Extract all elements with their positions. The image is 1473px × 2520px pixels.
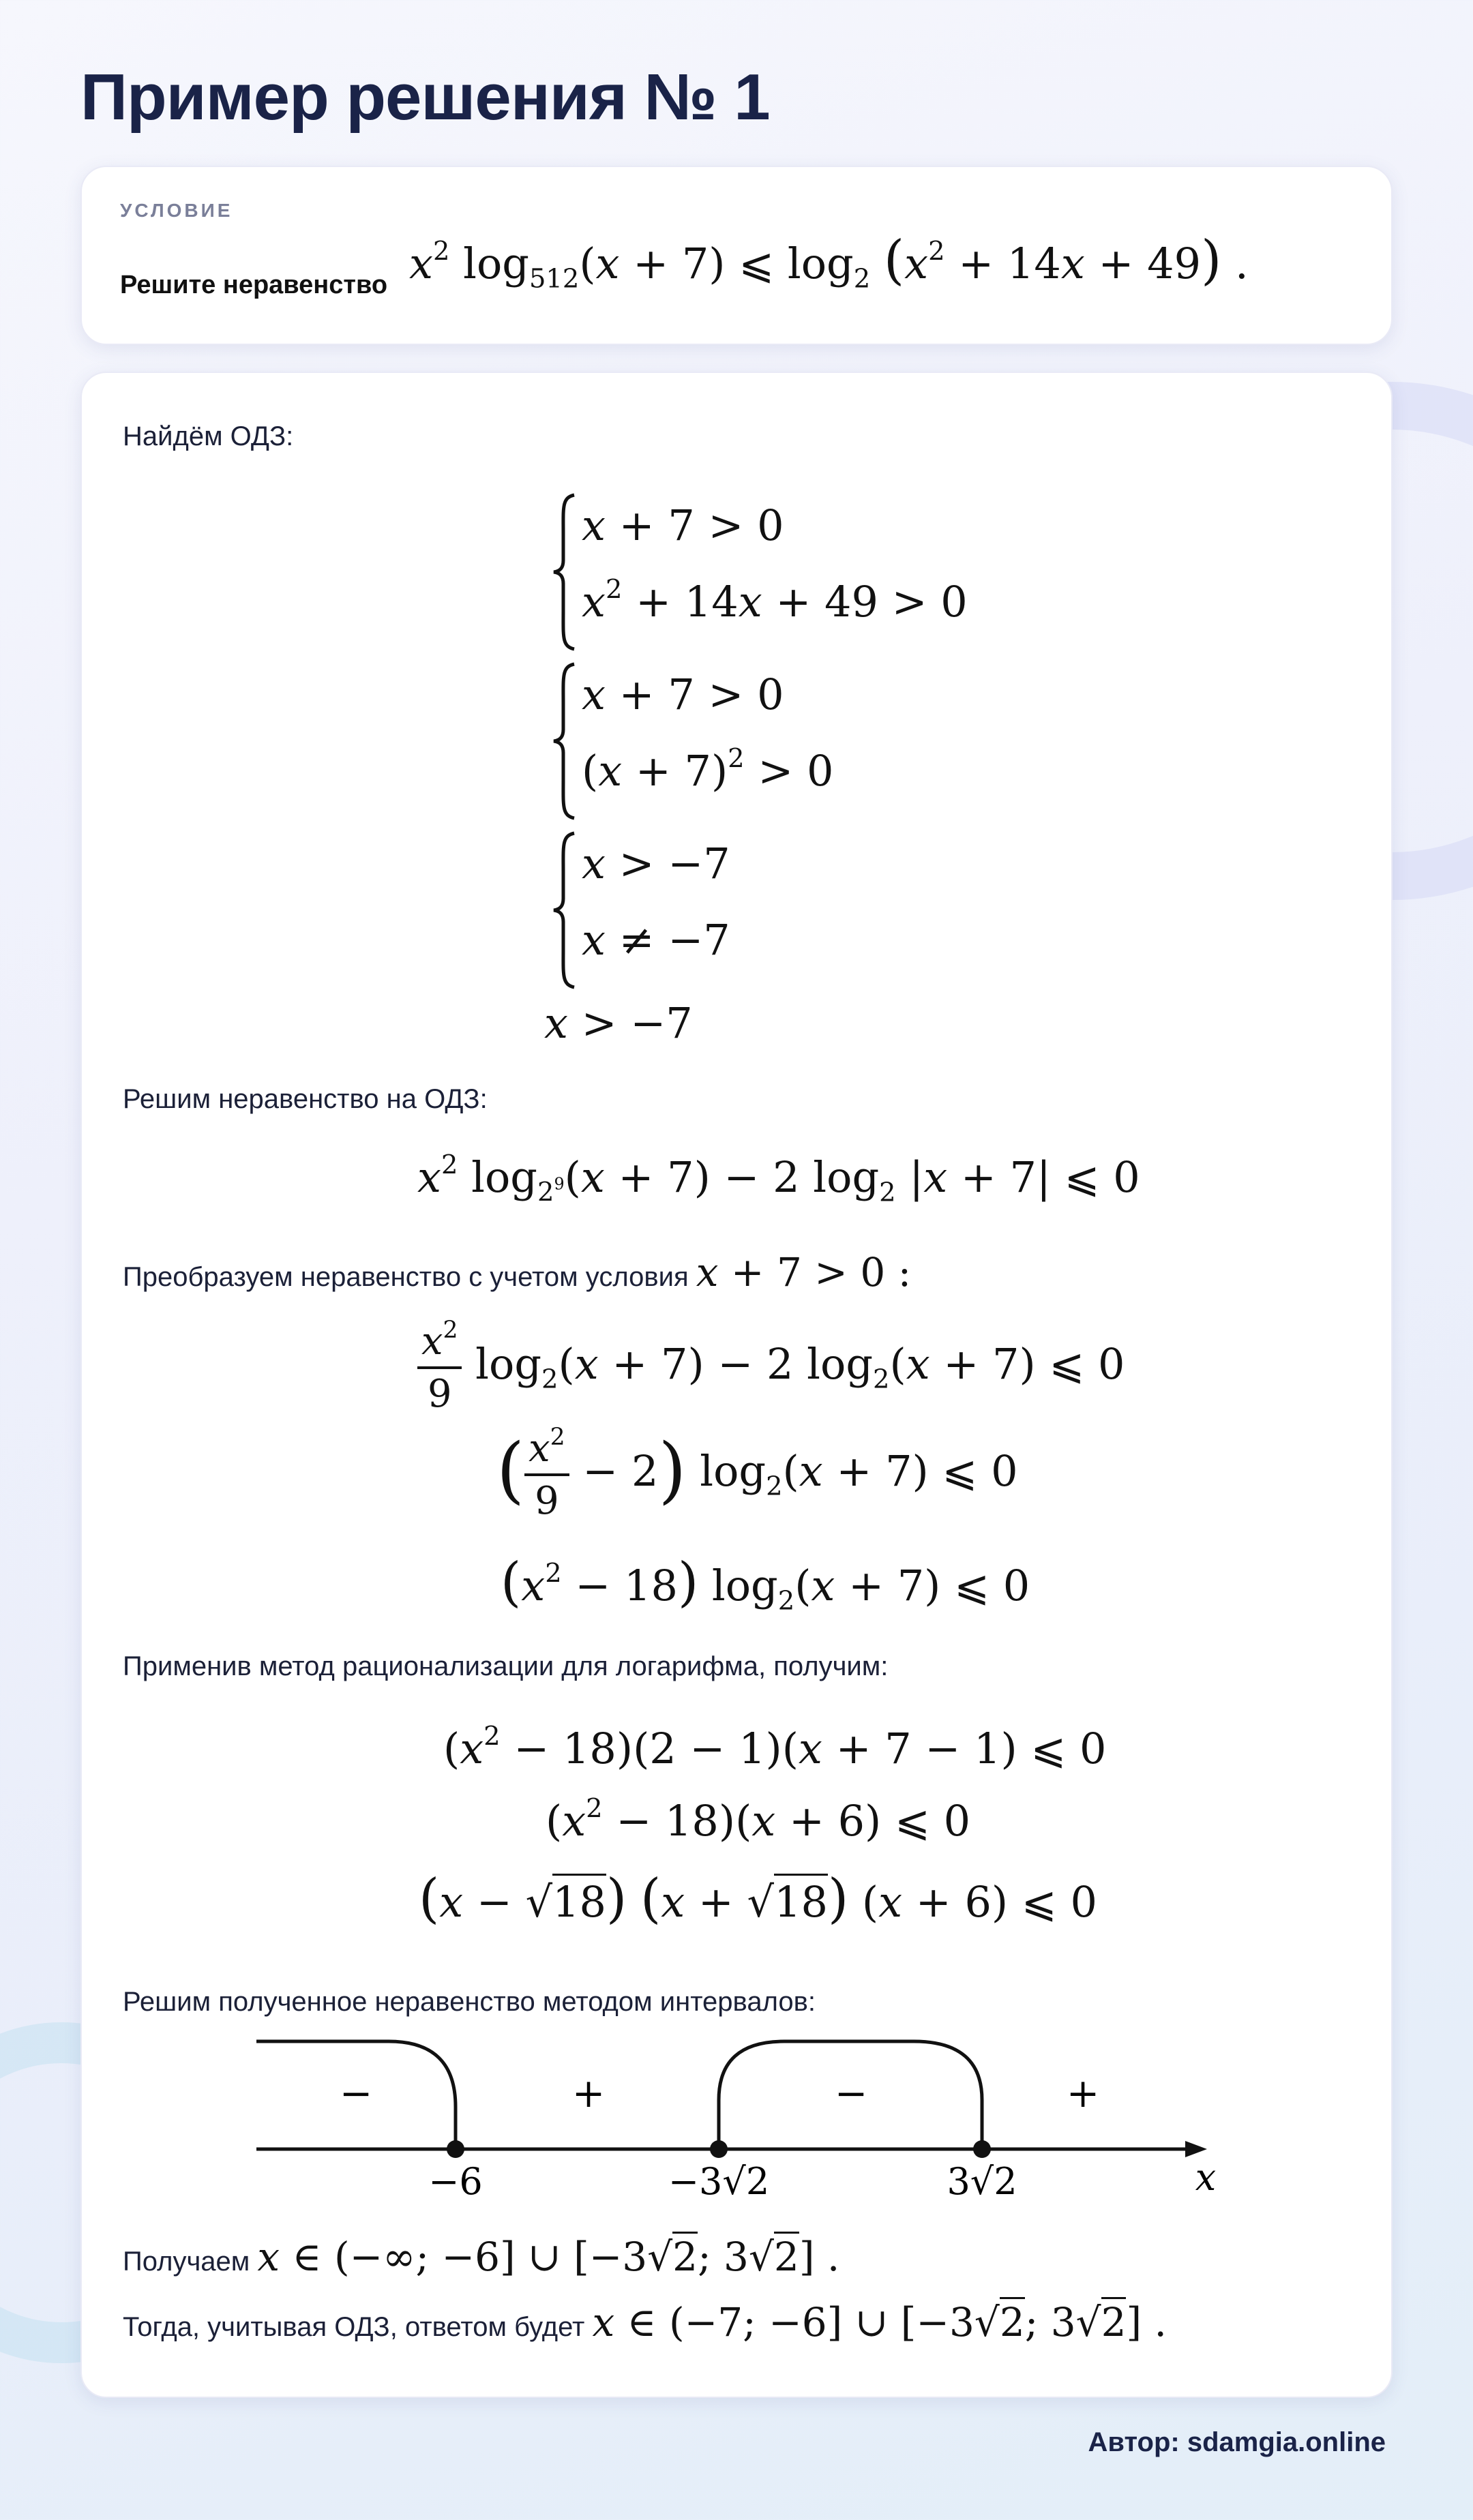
- answer-prefix: Тогда, учитывая ОДЗ, ответом будет: [123, 2312, 585, 2342]
- step-solve-text: Решим неравенство на ОДЗ:: [123, 1084, 488, 1114]
- point-label: −3√2: [668, 2160, 770, 2203]
- answer-formula: x ∈ (−7; −6] ∪ [−3√2; 3√2] .: [593, 2297, 1167, 2345]
- interval-sign: +: [1066, 2070, 1100, 2116]
- odz-system-2: [551, 661, 960, 825]
- odz-system-3: [551, 830, 960, 994]
- point-marker: [447, 2140, 464, 2158]
- transform-condition: x + 7 > 0 :: [696, 1249, 912, 1295]
- eq-rational-1: $(x^2 - 18)(2 - 1)(x + 7 - 1)$ ⩽ 0: [443, 1721, 1107, 1773]
- odz-line: $x^2 + 14x + 49 > 0$: [582, 574, 968, 627]
- eq-rational-2: $(x^2 - 18)(x + 6)$ ⩽ 0: [546, 1793, 971, 1846]
- odz-line: x > −7: [582, 839, 730, 888]
- interval-sign: −: [339, 2070, 373, 2116]
- result-line: [123, 2234, 839, 2280]
- step-odz-text: Найдём ОДЗ:: [123, 421, 294, 451]
- odz-line: x + 7 > 0: [582, 670, 784, 719]
- interval-sign: +: [571, 2070, 606, 2116]
- step-rational-text: Применив метод рационализации для логарифма, получим:: [123, 1651, 889, 1681]
- step-intervals-text: Решим полученное неравенство методом интервалов:: [123, 1987, 816, 2017]
- condition-label: УСЛОВИЕ: [120, 200, 233, 221]
- eq-transform-1: $\frac{x^2}{9}$ $\log_2(x + 7) - 2$ $\log_2(x + 7)$ ⩽ 0: [417, 1319, 1125, 1416]
- odz-line: x ≠ −7: [582, 915, 730, 965]
- author-credit: Автор: sdamgia.online: [1088, 2427, 1386, 2457]
- result-prefix: Получаем: [123, 2247, 250, 2277]
- result-formula: x ∈ (−∞; −6] ∪ [−3√2; 3√2] .: [257, 2232, 839, 2280]
- eq-rational-3: (x − √18) (x + √18) (x + 6) ⩽ 0: [419, 1868, 1097, 1930]
- axis-label: x: [1195, 2156, 1217, 2199]
- point-marker: [973, 2140, 991, 2158]
- brace-icon: [551, 830, 578, 990]
- condition-formula: $x^2$ $\log_{512}(x + 7)$ ⩽ $\log_2 (x^2 + 14x + 49)$ .: [409, 230, 1249, 295]
- odz-result: x > −7: [544, 998, 693, 1048]
- step-transform-label: Преобразуем неравенство с учетом условия: [123, 1262, 689, 1292]
- odz-line: x + 7 > 0: [582, 500, 784, 550]
- odz-system-1: [551, 492, 968, 656]
- axis-arrow-icon: [1185, 2141, 1207, 2157]
- condition-card: [80, 166, 1393, 345]
- point-label: −6: [428, 2160, 483, 2203]
- eq-solve: $x^2$ $\log_{2^9}(x + 7) - 2$ $\log_2 |x + 7|$ ⩽ 0: [417, 1150, 1140, 1208]
- point-label: 3√2: [947, 2160, 1017, 2203]
- page-title: Пример решения № 1: [80, 61, 770, 134]
- brace-icon: [551, 492, 578, 652]
- interval-sign: −: [834, 2070, 868, 2116]
- condition-text: Решите неравенство: [120, 271, 388, 299]
- eq-transform-2: ( $\frac{x^2}{9}$ − 2) $\log_2(x + 7)$ ⩽ 0: [496, 1423, 1018, 1523]
- odz-line: $(x + 7)^2 > 0$: [582, 743, 834, 796]
- point-marker: [710, 2140, 728, 2158]
- brace-icon: [551, 661, 578, 821]
- number-line: [246, 2032, 1228, 2216]
- eq-transform-3: $(x^2 - 18) \log_2(x + 7)$ ⩽ 0: [501, 1552, 1030, 1617]
- answer-line: [123, 2299, 1167, 2345]
- step-transform-text: [123, 1249, 911, 1295]
